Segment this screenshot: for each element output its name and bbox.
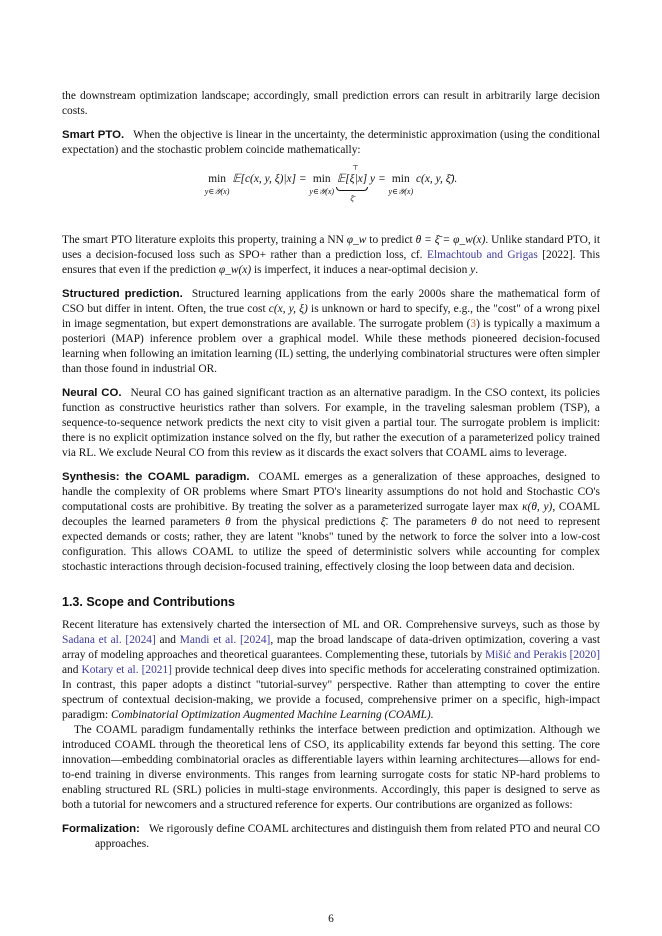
min-operator <box>309 172 334 196</box>
text-run: COAML emerges as a generalization of these approaches, designed to handle the complexity of OR problems where Smart PTO's linearity assumptions do not hold and Stochastic CO's computational costs are prohibitive. By treating the solver as a parameterized surrogate layer max <box>62 471 600 513</box>
emphasis-text: Combinatorial Optimization Augmented Machine Learning (COAML). <box>111 709 434 721</box>
paragraph-heading: Neural CO. <box>62 387 122 399</box>
equals-sign: = <box>377 173 386 185</box>
min-subscript: y∈𝒴(x) <box>204 187 230 196</box>
text-run: , map the broad landscape of data-driven optimization, covering a vast array of modeling approaches and theoretical guarantees. Complementing these, tutorials by <box>62 634 600 661</box>
section-heading: 1.3. Scope and Contributions <box>62 595 235 609</box>
equation-ref-link[interactable]: 3 <box>470 318 477 330</box>
min-operator <box>388 172 413 196</box>
display-equation <box>62 164 600 224</box>
paragraph-heading: Formalization: <box>62 823 140 835</box>
text-run: ) is typically a maximum a posteriori (MAP) inference problem over a graphical model. While these methods pioneered decision-focused learning when following an imitation learning (IL) setting, the underlying combinatorial structures were often simpler than those found in industrial OR. <box>62 318 600 375</box>
paragraph-structured <box>62 287 600 377</box>
text-run: . Unlike standard PTO, it uses a decision-focused loss such as SPO+ rather than a prediction loss, cf. <box>62 234 601 261</box>
text-run: and <box>155 634 180 646</box>
min-label: min <box>208 173 226 185</box>
min-operator <box>205 172 230 196</box>
math-inline: θ <box>225 516 231 528</box>
decision-variable: y <box>370 173 376 185</box>
text-run: Recent literature has extensively charted the intersection of ML and OR. Comprehensive surveys, such as those by <box>62 619 600 631</box>
paragraph-intro-end <box>62 89 600 119</box>
text-run: . <box>475 264 479 276</box>
text-run: [2022]. This ensures that even if the prediction <box>62 249 600 276</box>
equation-lhs: 𝔼[c(x, y, ξ)|x] <box>232 173 297 185</box>
text-run: is unknown or hard to specify, e.g., the "cost" of a wrong pixel in image segmentation, but expert demonstrations are available. The surrogate problem ( <box>62 303 601 330</box>
paragraph-formalization <box>62 822 600 852</box>
underbrace <box>336 164 368 206</box>
paragraph-recent <box>62 618 600 723</box>
paragraph-smart-pto <box>62 128 600 158</box>
page-body <box>62 89 600 852</box>
paragraph-smart-pto-2 <box>62 233 600 278</box>
paragraph-neural-co <box>62 386 600 461</box>
text-run: and <box>62 664 82 676</box>
page-number: 6 <box>328 913 334 925</box>
math-inline: θ <box>471 516 477 528</box>
text-run: is imperfect, it induces a near-optimal decision <box>251 264 471 276</box>
math-inline: θ = ξ̄ = φ_w(x) <box>415 234 486 246</box>
citation-link[interactable]: Kotary et al. [2021] <box>81 664 172 676</box>
min-subscript: y∈𝒴(x) <box>388 187 414 196</box>
brace-label: ξ̄ <box>350 194 354 203</box>
transpose-mark: ⊤ <box>352 164 359 172</box>
equals-sign: = <box>298 173 307 185</box>
text-run: The smart PTO literature exploits this property, training a NN <box>62 234 347 246</box>
paragraph-heading: Smart PTO. <box>62 129 125 141</box>
text-run: provide technical deep dives into specific methods for accelerating constrained optimization. In contrast, this paper adopts a distinct "tutorial-survey" perspective. Rather than attempting to cover the entire spectrum of contextual decision-making, we provide a focused, comprehensive primer on a specific, high-impact paradigm: <box>62 664 601 721</box>
min-label: min <box>391 173 410 185</box>
math-inline: c(x, y, ξ) <box>268 303 308 315</box>
text-run: When the objective is linear in the uncertainty, the deterministic approximation (using the conditional expectation) and the stochastic problem coincide mathematically: <box>62 129 600 156</box>
equation-rhs: c(x, y, ξ̄). <box>415 173 458 185</box>
math-inline: φ_w(x) <box>218 264 252 276</box>
text-run: do not need to represent expected demands or costs; rather, they are latent "knobs" tuned by the network to force the solver into a low-cost configuration. This allows COAML to utilize the speed of deterministic solvers while accounting for complex stochastic interactions through decision-focused training, effectively closing the loop between data and decision. <box>62 516 600 573</box>
paragraph-coaml-paradigm <box>62 723 600 813</box>
citation-link[interactable]: Mišić and Perakis [2020] <box>485 649 600 661</box>
text-run: . The parameters <box>385 516 472 528</box>
expectation-term: 𝔼[ξ|x] <box>336 173 368 185</box>
citation-link[interactable]: Mandi et al. [2024] <box>179 634 271 646</box>
math-inline: y <box>470 264 476 276</box>
math-inline: φ_w <box>346 234 367 246</box>
paragraph-heading: Structured prediction. <box>62 288 183 300</box>
text-run: the downstream optimization landscape; accordingly, small prediction errors can result in arbitrarily large decision costs. <box>62 90 600 117</box>
paragraph-heading: Synthesis: the COAML paradigm. <box>62 471 250 483</box>
math-inline: κ(θ, y) <box>522 501 553 513</box>
min-subscript: y∈𝒴(x) <box>309 187 335 196</box>
paragraph-synthesis <box>62 470 600 575</box>
text-run: Structured learning applications from the early 2000s share the mathematical form of CSO but differ in intent. Often, the true cost <box>62 288 600 315</box>
citation-link[interactable]: Elmachtoub and Grigas <box>426 249 538 261</box>
math-inline: ξ̄ <box>380 516 386 528</box>
text-run: Neural CO has gained significant traction as an alternative paradigm. In the CSO context, its policies function as constructive heuristics rather than solvers. For example, in the traveling salesman problem (TSP), a sequence-to-sequence network predicts the next city to visit given a partial tour. The surrogate problem is implicit: there is no explicit optimization instance solved on the fly, but rather the execution of a parameterized policy trained via RL. We exclude Neural CO from this review as it discards the exact solvers that COAML aims to leverage. <box>62 387 600 459</box>
text-run: to predict <box>366 234 416 246</box>
text-run: from the physical predictions <box>230 516 381 528</box>
min-label: min <box>312 173 331 185</box>
text-run: We rigorously define COAML architectures and distinguish them from related PTO and neural CO approaches. <box>95 823 600 850</box>
citation-link[interactable]: Sadana et al. [2024] <box>62 634 156 646</box>
text-run: , COAML decouples the learned parameters <box>62 501 600 528</box>
text-run: The COAML paradigm fundamentally rethinks the interface between prediction and optimization. Although we introduced COAML through the theoretical lens of CSO, its applicability extends far beyond this setting. The core innovation—embedding combinatorial oracles as differentiable layers within learning architectures—allows for end-to-end training in diverse environments. This ranges from learning surrogate costs for static NP-hard problems to enabling structured RL (SRL) policies in multi-stage environments. Accordingly, this paper is designed to serve as both a tutorial for newcomers and a structured reference for experts. Our contributions are organized as follows: <box>62 724 600 811</box>
